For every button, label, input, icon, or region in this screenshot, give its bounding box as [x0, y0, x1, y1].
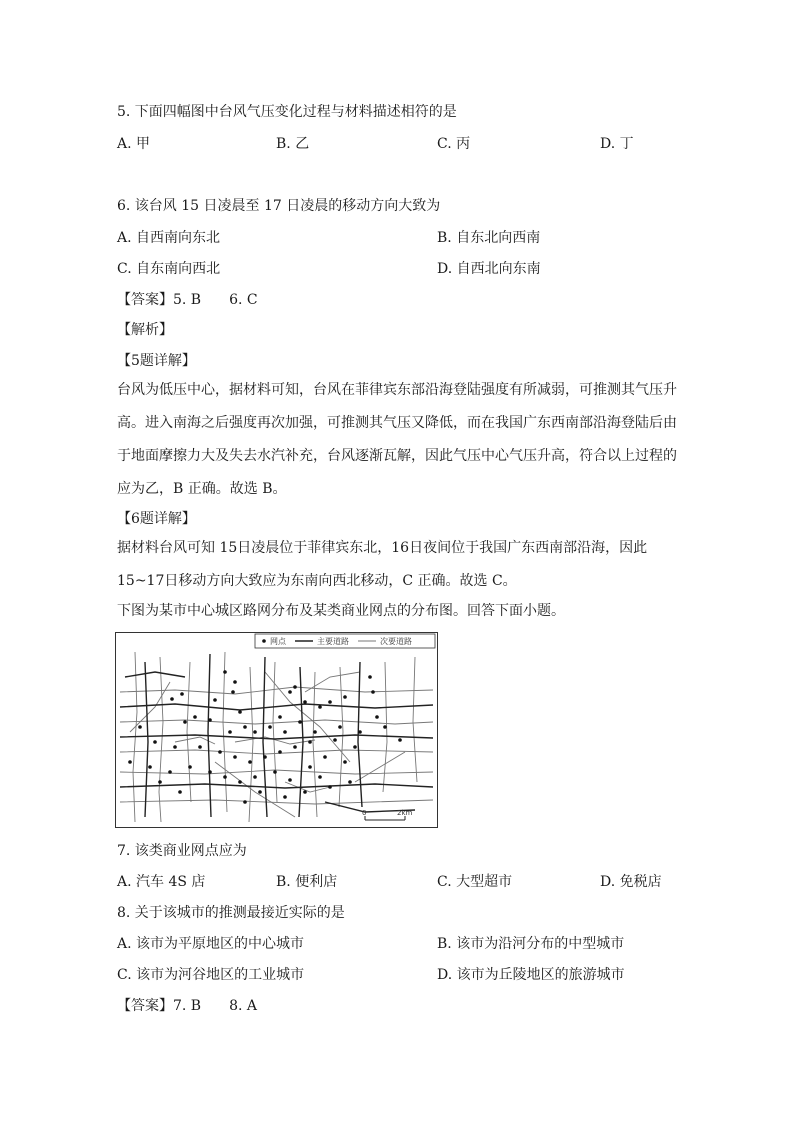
- q7-option-b[interactable]: B. 便利店: [276, 874, 338, 890]
- q7-option-a[interactable]: A. 汽车 4S 店: [117, 874, 206, 890]
- q6-option-c[interactable]: C. 自东南向西北: [117, 261, 221, 277]
- legend-point-label: 网点: [270, 637, 286, 646]
- map-legend: [255, 634, 435, 648]
- city-road-map: [115, 632, 438, 828]
- map-intro: 下图为某市中心城区路网分布及某类商业网点的分布图。回答下面小题。: [117, 603, 565, 619]
- answer-text: 5. B 6. C: [173, 292, 258, 308]
- answer-label: 【答案】: [117, 998, 173, 1014]
- detail-5-text: 台风为低压中心，据材料可知，台风在菲律宾东部沿海登陆强度有所减弱，可推测其气压升高。进入南海之后强度再次加强，可推测其气压又降低，而在我国广东西南部沿海登陆后由于地面摩擦力大及失去水汽补充，台风逐渐瓦解，因此气压中心气压升高，符合以上过程的应为乙，B 正确。故选 B。: [117, 382, 677, 497]
- q5-option-b[interactable]: B. 乙: [276, 136, 310, 152]
- q5-option-c[interactable]: C. 丙: [437, 136, 471, 152]
- q7-option-c[interactable]: C. 大型超市: [437, 874, 513, 890]
- scale-zero: 0: [362, 809, 367, 817]
- q8-option-b[interactable]: B. 该市为沿河分布的中型城市: [437, 936, 625, 952]
- answer-text: 7. B 8. A: [173, 998, 258, 1014]
- q8-option-a[interactable]: A. 该市为平原地区的中心城市: [117, 936, 305, 952]
- legend-minor-road-label: 次要道路: [380, 637, 412, 646]
- q5-option-d[interactable]: D. 丁: [600, 136, 634, 152]
- q8-option-d[interactable]: D. 该市为丘陵地区的旅游城市: [437, 967, 625, 983]
- q7-option-d[interactable]: D. 免税店: [600, 874, 662, 890]
- legend-main-road-label: 主要道路: [317, 637, 349, 646]
- q6-option-d[interactable]: D. 自西北向东南: [437, 261, 541, 277]
- q6-option-a[interactable]: A. 自西南向东北: [117, 230, 221, 246]
- q8-option-c[interactable]: C. 该市为河谷地区的工业城市: [117, 967, 305, 983]
- scale-distance: 2km: [397, 809, 413, 817]
- q6-option-b[interactable]: B. 自东北向西南: [437, 230, 541, 246]
- detail-6-text: 据材料台风可知 15日凌晨位于菲律宾东北，16日夜间位于我国广东西南部沿海，因此 15~17日移动方向大致应为东南向西北移动，C 正确。故选 C。: [117, 540, 648, 589]
- answer-7-8: [117, 996, 257, 1016]
- q6-stem: 6. 该台风 15 日凌晨至 17 日凌晨的移动方向大致为: [117, 198, 441, 214]
- analysis-label: 【解析】: [117, 322, 173, 338]
- q5-stem: 5. 下面四幅图中台风气压变化过程与材料描述相符的是: [117, 104, 457, 120]
- answer-5-6: [117, 290, 258, 310]
- q7-stem: 7. 该类商业网点应为: [117, 843, 247, 859]
- q5-option-a[interactable]: A. 甲: [117, 136, 151, 152]
- q8-stem: 8. 关于该城市的推测最接近实际的是: [117, 905, 345, 921]
- detail-5-label: 【5题详解】: [117, 353, 196, 369]
- detail-6-label: 【6题详解】: [117, 511, 196, 527]
- answer-label: 【答案】: [117, 292, 173, 308]
- legend-point-icon: [262, 639, 266, 643]
